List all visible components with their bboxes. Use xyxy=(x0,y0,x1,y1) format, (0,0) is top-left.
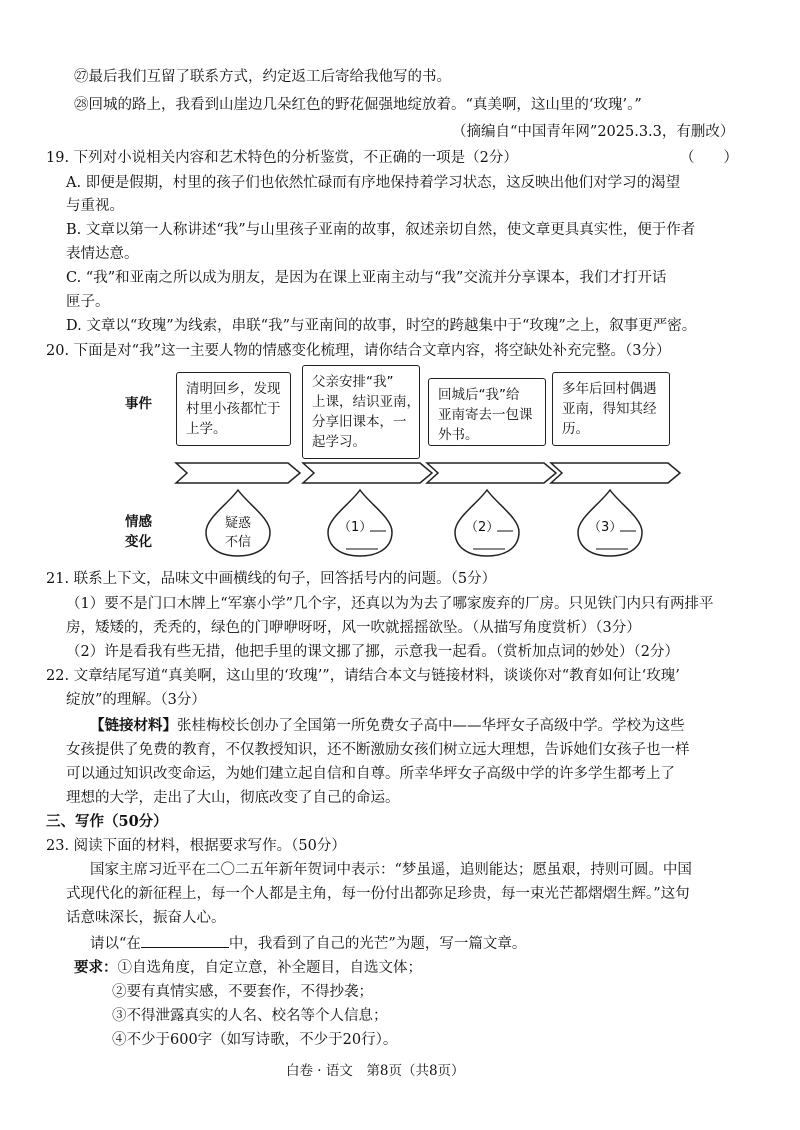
link-material-tag: 【链接材料】 xyxy=(90,717,177,734)
q19-option-c-line2: 匣子。 xyxy=(66,294,110,310)
emotion-1: 疑惑 不信 xyxy=(224,516,251,550)
event-box-2: 父亲安排“我” 上课，结识亚南， 分享旧课本，一 起学习。 xyxy=(302,365,420,459)
q19-stem: 19. 下列对小说相关内容和艺术特色的分析鉴赏，不正确的一项是（2分） xyxy=(46,150,518,166)
timeline-arrows xyxy=(170,460,690,486)
section-3-heading: 三、写作（50分） xyxy=(46,813,168,830)
q22-stem-line2: 绽放”的理解。（3分） xyxy=(66,692,206,708)
event-box-1: 清明回乡，发现 村里小孩都忙于 上学。 xyxy=(176,372,291,446)
emotion-blank-2[interactable]: （2） xyxy=(465,520,500,535)
q19-option-b-line2: 表情达意。 xyxy=(66,246,139,262)
event-box-4: 多年后回村偶遇 亚南，得知其经 历。 xyxy=(552,372,670,446)
q19-answer-paren: （ ） xyxy=(680,150,738,166)
q22-material-line1: 【链接材料】张桂梅校长创办了全国第一所免费女子高中——华坪女子高级中学。学校为这些 xyxy=(90,717,685,734)
story-paragraph-28: ㉘回城的路上，我看到山崖边几朵红色的野花倔强地绽放着。“真美啊，这山里的‘玫瑰’。” xyxy=(74,97,642,113)
emotion-row-label: 情感 变化 xyxy=(125,514,152,550)
q19-option-b-line1: B. 文章以第一人称讲述“我”与山里孩子亚南的故事，叙述亲切自然，使文章更具真实性，便于作者 xyxy=(66,222,696,238)
timeline-arrow-4 xyxy=(551,463,680,483)
q19-option-d: D. 文章以“玫瑰”为线索，串联“我”与亚南间的故事，时空的跨越集中于“玫瑰”之上，叙事更严密。 xyxy=(66,318,697,334)
q22-material-line2: 女孩提供了免费的教育，不仅教授知识，还不断激励女孩们树立远大理想，告诉她们女孩子也一样 xyxy=(66,742,690,758)
q19-option-c-line1: C. “我”和亚南之所以成为朋友，是因为在课上亚南主动与“我”交流并分享课本，我们才打开话 xyxy=(66,270,667,286)
q22-stem-line1: 22. 文章结尾写道“真美啊，这山里的‘玫瑰’”，请结合本文与链接材料，谈谈你对“教育如何让‘玫瑰’ xyxy=(46,668,680,684)
q22-material-line4: 理想的大学，走出了大山，彻底改变了自己的命运。 xyxy=(66,790,400,806)
story-paragraph-27: ㉗最后我们互留了联系方式，约定返工后寄给我他写的书。 xyxy=(74,69,451,85)
page-footer: 白卷 · 语文 第8页（共8页） xyxy=(286,1063,465,1079)
title-blank[interactable] xyxy=(141,933,229,948)
q20-stem: 20. 下面是对“我”这一主要人物的情感变化梳理，请你结合文章内容，将空缺处补充完整。（3分） xyxy=(46,343,671,359)
q19-option-a-line2: 与重视。 xyxy=(66,198,124,214)
q23-stem: 23. 阅读下面的材料，根据要求写作。（50分） xyxy=(46,838,346,854)
q23-material-line2: 式现代化的新征程上，每一个人都是主角，每一份付出都弥足珍贵，每一束光芒都熠熠生辉。”这句 xyxy=(66,886,690,902)
timeline-arrow-2 xyxy=(303,463,432,483)
event-box-3: 回城后“我”给 亚南寄去一包课 外书。 xyxy=(428,378,546,446)
timeline-arrow-1 xyxy=(176,463,300,483)
q23-material-line1: 国家主席习近平在二〇二五年新年贺词中表示：“梦虽遥，追则能达；愿虽艰，持则可圆。中国 xyxy=(90,862,692,878)
event-row-label: 事件 xyxy=(125,396,152,412)
q21-stem: 21. 联系上下文，品味文中画横线的句子，回答括号内的问题。（5分） xyxy=(46,571,497,587)
q22-material-line3: 可以通过知识改变命运，为她们建立起自信和自尊。所幸华坪女子高级中学的许多学生都考上了 xyxy=(66,766,675,782)
q21-item2: （2）许是看我有些无措，他把手里的课文挪了挪，示意我一起看。（赏析加点词的妙处）（2分） xyxy=(66,644,679,660)
story-source: （摘编自“中国青年网”2025.3.3，有删改） xyxy=(452,124,735,140)
emotion-blank-3[interactable]: （3） xyxy=(588,520,623,535)
q23-material-line3: 话意味深长，振奋人心。 xyxy=(66,910,226,926)
q21-item1-line1: （1）要不是门口木牌上“军寨小学”几个字，还真以为为去了哪家废弃的厂房。只见铁门内只有两排平 xyxy=(66,596,714,612)
q23-title-prompt: 请以“在 中，我看到了自己的光芒”为题，写一篇文章。 xyxy=(90,933,526,955)
timeline-arrow-3 xyxy=(427,463,556,483)
emotion-blank-1[interactable]: （1） xyxy=(338,520,373,535)
q21-item1-line2: 房，矮矮的，秃秃的，绿色的门咿咿呀呀，风一吹就摇摇欲坠。（从描写角度赏析）（3分） xyxy=(66,620,641,636)
q23-req-2: ②要有真情实感，不要套作，不得抄袭； xyxy=(112,984,373,1000)
q23-req-4: ④不少于600字（如写诗歌，不少于20行）。 xyxy=(112,1032,398,1048)
q23-req-3: ③不得泄露真实的人名、校名等个人信息； xyxy=(112,1008,388,1024)
q23-req-1: 要求：①自选角度，自定立意，补全题目，自选文体； xyxy=(74,959,422,976)
q19-option-a-line1: A. 即便是假期，村里的孩子们也依然忙碌而有序地保持着学习状态，这反映出他们对学习的渴望 xyxy=(66,175,681,191)
